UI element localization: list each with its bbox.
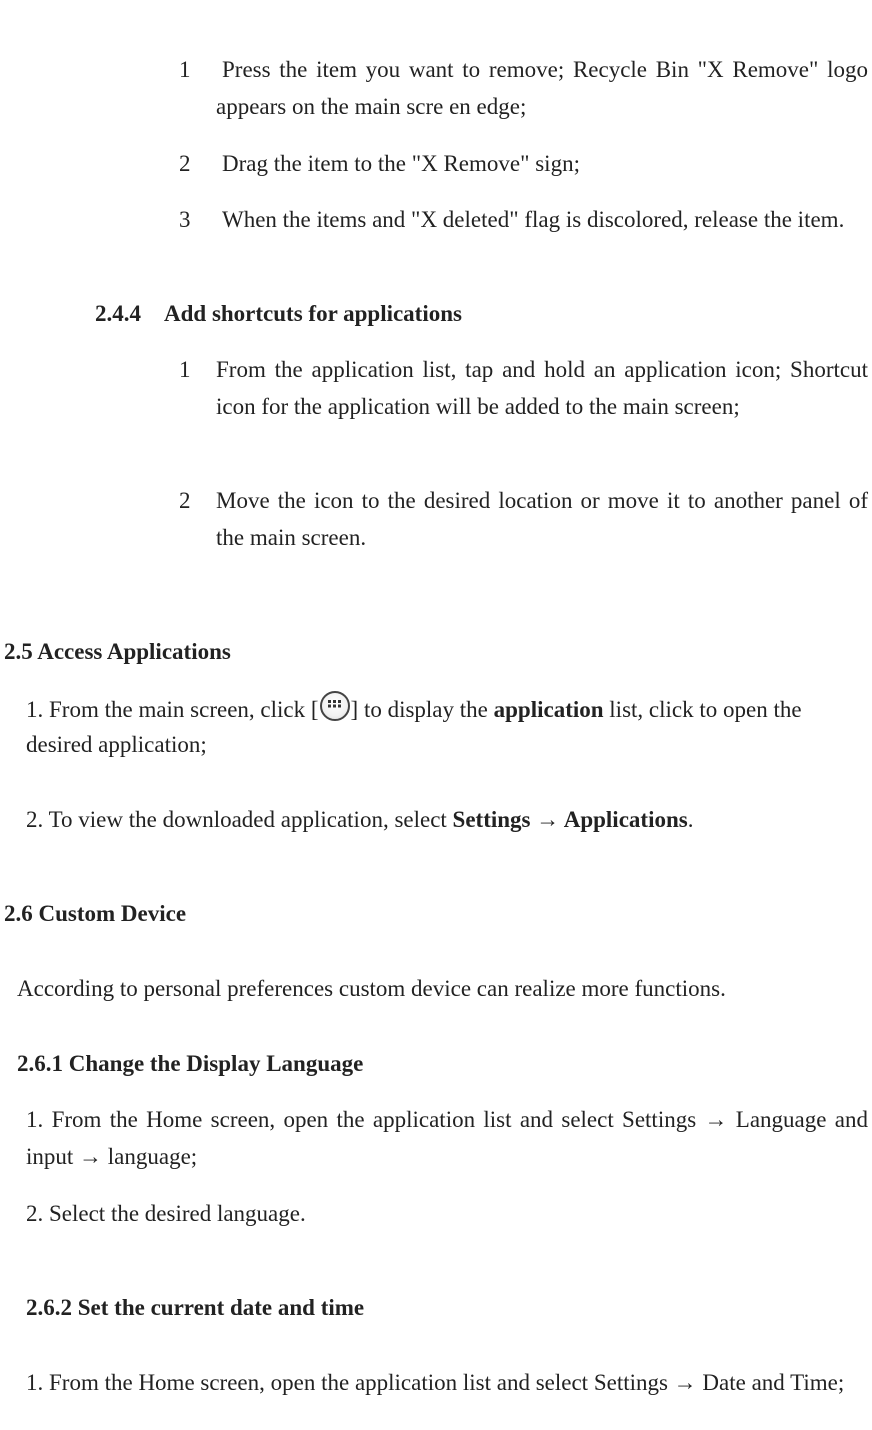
list-text: Press the item you want to remove; Recycle Bin "X Remove" logo appears on the main scre en edge; — [216, 57, 868, 119]
list-text: From the application list, tap and hold an application icon; Shortcut icon for the application will be added to the main screen; — [216, 357, 868, 419]
datetime-step-1: 1. From the Home screen, open the application list and select Settings → Date and Time; — [26, 1370, 845, 1395]
list-text: Drag the item to the "X Remove" sign; — [222, 151, 580, 176]
section-2-6-heading: 2.6 Custom Device — [4, 901, 187, 926]
text-part: . — [687, 807, 694, 832]
list-number: 1 — [179, 357, 191, 382]
heading-title: Add shortcuts for applications — [164, 301, 462, 326]
list-text: When the items and "X deleted" flag is discolored, release the item. — [222, 207, 845, 232]
heading-number: 2.4.4 — [95, 301, 141, 326]
language-step-1: 1. From the Home screen, open the application list and select Settings → Language and input → language; — [26, 1107, 868, 1169]
section-2-6-2-heading: 2.6.2 Set the current date and time — [26, 1295, 365, 1320]
application-term: application — [493, 697, 604, 722]
language-step-2: 2. Select the desired language. — [26, 1201, 306, 1226]
section-2-5-heading: 2.5 Access Applications — [4, 639, 231, 664]
section-2-6-1-heading: 2.6.1 Change the Display Language — [17, 1051, 364, 1076]
custom-device-intro: According to personal preferences custom device can realize more functions. — [17, 976, 726, 1001]
list-number: 2 — [179, 151, 191, 176]
access-apps-paragraph-1 — [26, 691, 868, 762]
list-text: Move the icon to the desired location or move it to another panel of the main screen. — [216, 488, 868, 550]
apps-grid-icon — [320, 691, 350, 721]
access-apps-paragraph-2 — [26, 801, 693, 838]
list-number: 3 — [179, 207, 191, 232]
list-number: 2 — [179, 488, 191, 513]
text-part: 1. From the main screen, click [ — [26, 697, 319, 722]
settings-path: Settings → Applications — [452, 807, 688, 832]
text-part: list, click to open the desired application; — [26, 697, 802, 757]
list-number: 1 — [179, 57, 191, 82]
text-part: 2. To view the downloaded application, select — [26, 807, 453, 832]
text-part: ] to display the — [350, 697, 494, 722]
